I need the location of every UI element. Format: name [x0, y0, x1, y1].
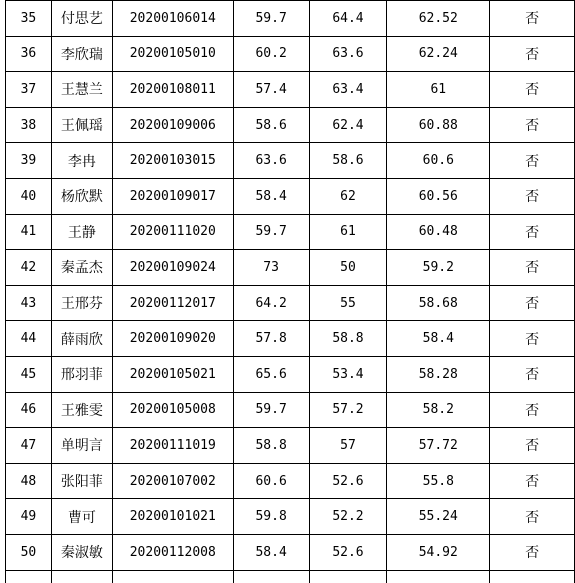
score2-cell: 58.6	[309, 143, 387, 179]
total-cell: 62.52	[387, 1, 490, 37]
total-cell: 60.48	[387, 214, 490, 250]
id-cell: 20200109024	[112, 250, 233, 286]
score1-cell: 58.6	[233, 107, 309, 143]
table-row	[6, 428, 575, 464]
score2-cell: 57.2	[309, 392, 387, 428]
id-cell: 20200107002	[112, 463, 233, 499]
score1-cell: 73	[233, 250, 309, 286]
id-cell: 20200105021	[112, 356, 233, 392]
score2-cell: 61	[309, 214, 387, 250]
empty-cell	[309, 570, 387, 583]
score1-cell: 63.6	[233, 143, 309, 179]
rank-cell: 39	[6, 143, 52, 179]
score1-cell: 60.2	[233, 36, 309, 72]
rank-cell: 47	[6, 428, 52, 464]
id-cell: 20200111020	[112, 214, 233, 250]
table-row	[6, 72, 575, 108]
id-cell: 20200108011	[112, 72, 233, 108]
rank-cell: 36	[6, 36, 52, 72]
total-cell: 61	[387, 72, 490, 108]
score1-cell: 60.6	[233, 463, 309, 499]
flag-cell: 否	[490, 178, 575, 214]
total-cell: 60.56	[387, 178, 490, 214]
score2-cell: 62	[309, 178, 387, 214]
rank-cell: 45	[6, 356, 52, 392]
score1-cell: 59.7	[233, 214, 309, 250]
table-body	[6, 1, 575, 583]
score2-cell: 55	[309, 285, 387, 321]
total-cell: 58.28	[387, 356, 490, 392]
table-row	[6, 321, 575, 357]
name-cell: 薛雨欣	[51, 321, 112, 357]
name-cell: 王邢芬	[51, 285, 112, 321]
total-cell: 55.24	[387, 499, 490, 535]
score2-cell: 50	[309, 250, 387, 286]
name-cell: 秦孟杰	[51, 250, 112, 286]
id-cell: 20200112008	[112, 534, 233, 570]
empty-cell	[6, 570, 52, 583]
table-row	[6, 534, 575, 570]
name-cell: 秦淑敏	[51, 534, 112, 570]
total-cell: 58.4	[387, 321, 490, 357]
flag-cell: 否	[490, 107, 575, 143]
rank-cell: 43	[6, 285, 52, 321]
score1-cell: 59.7	[233, 1, 309, 37]
total-cell: 60.6	[387, 143, 490, 179]
table-row	[6, 214, 575, 250]
score2-cell: 64.4	[309, 1, 387, 37]
table-row-partial	[6, 570, 575, 583]
table-row	[6, 250, 575, 286]
table-row	[6, 36, 575, 72]
id-cell: 20200103015	[112, 143, 233, 179]
rank-cell: 46	[6, 392, 52, 428]
score1-cell: 59.8	[233, 499, 309, 535]
total-cell: 57.72	[387, 428, 490, 464]
table-row	[6, 1, 575, 37]
total-cell: 58.2	[387, 392, 490, 428]
score2-cell: 63.6	[309, 36, 387, 72]
score2-cell: 62.4	[309, 107, 387, 143]
score1-cell: 58.8	[233, 428, 309, 464]
rank-cell: 50	[6, 534, 52, 570]
id-cell: 20200109017	[112, 178, 233, 214]
total-cell: 59.2	[387, 250, 490, 286]
name-cell: 王慧兰	[51, 72, 112, 108]
flag-cell: 否	[490, 36, 575, 72]
total-cell: 62.24	[387, 36, 490, 72]
empty-cell	[387, 570, 490, 583]
table-row	[6, 143, 575, 179]
total-cell: 55.8	[387, 463, 490, 499]
flag-cell: 否	[490, 72, 575, 108]
rank-cell: 41	[6, 214, 52, 250]
rank-cell: 49	[6, 499, 52, 535]
rank-cell: 37	[6, 72, 52, 108]
flag-cell: 否	[490, 392, 575, 428]
table-row	[6, 107, 575, 143]
total-cell: 60.88	[387, 107, 490, 143]
table-row	[6, 178, 575, 214]
score-table	[5, 0, 575, 583]
empty-cell	[233, 570, 309, 583]
flag-cell: 否	[490, 285, 575, 321]
total-cell: 54.92	[387, 534, 490, 570]
score2-cell: 52.6	[309, 463, 387, 499]
score1-cell: 57.8	[233, 321, 309, 357]
name-cell: 邢羽菲	[51, 356, 112, 392]
id-cell: 20200101021	[112, 499, 233, 535]
rank-cell: 38	[6, 107, 52, 143]
score2-cell: 52.2	[309, 499, 387, 535]
flag-cell: 否	[490, 463, 575, 499]
table-row	[6, 499, 575, 535]
score1-cell: 57.4	[233, 72, 309, 108]
table-row	[6, 392, 575, 428]
score1-cell: 64.2	[233, 285, 309, 321]
id-cell: 20200105010	[112, 36, 233, 72]
flag-cell: 否	[490, 534, 575, 570]
name-cell: 王佩瑶	[51, 107, 112, 143]
score2-cell: 63.4	[309, 72, 387, 108]
rank-cell: 42	[6, 250, 52, 286]
name-cell: 李冉	[51, 143, 112, 179]
score2-cell: 53.4	[309, 356, 387, 392]
id-cell: 20200109020	[112, 321, 233, 357]
name-cell: 单明言	[51, 428, 112, 464]
score1-cell: 58.4	[233, 178, 309, 214]
id-cell: 20200109006	[112, 107, 233, 143]
score1-cell: 59.7	[233, 392, 309, 428]
name-cell: 付思艺	[51, 1, 112, 37]
flag-cell: 否	[490, 214, 575, 250]
empty-cell	[51, 570, 112, 583]
empty-cell	[112, 570, 233, 583]
id-cell: 20200106014	[112, 1, 233, 37]
total-cell: 58.68	[387, 285, 490, 321]
empty-cell	[490, 570, 575, 583]
name-cell: 王雅雯	[51, 392, 112, 428]
table-row	[6, 463, 575, 499]
rank-cell: 40	[6, 178, 52, 214]
table-row	[6, 356, 575, 392]
name-cell: 王静	[51, 214, 112, 250]
flag-cell: 否	[490, 499, 575, 535]
flag-cell: 否	[490, 250, 575, 286]
score1-cell: 65.6	[233, 356, 309, 392]
name-cell: 张阳菲	[51, 463, 112, 499]
flag-cell: 否	[490, 321, 575, 357]
id-cell: 20200105008	[112, 392, 233, 428]
id-cell: 20200112017	[112, 285, 233, 321]
flag-cell: 否	[490, 356, 575, 392]
rank-cell: 48	[6, 463, 52, 499]
flag-cell: 否	[490, 1, 575, 37]
name-cell: 杨欣默	[51, 178, 112, 214]
score1-cell: 58.4	[233, 534, 309, 570]
table-row	[6, 285, 575, 321]
flag-cell: 否	[490, 428, 575, 464]
score2-cell: 57	[309, 428, 387, 464]
rank-cell: 35	[6, 1, 52, 37]
id-cell: 20200111019	[112, 428, 233, 464]
rank-cell: 44	[6, 321, 52, 357]
score2-cell: 58.8	[309, 321, 387, 357]
name-cell: 曹可	[51, 499, 112, 535]
name-cell: 李欣瑞	[51, 36, 112, 72]
flag-cell: 否	[490, 143, 575, 179]
score2-cell: 52.6	[309, 534, 387, 570]
